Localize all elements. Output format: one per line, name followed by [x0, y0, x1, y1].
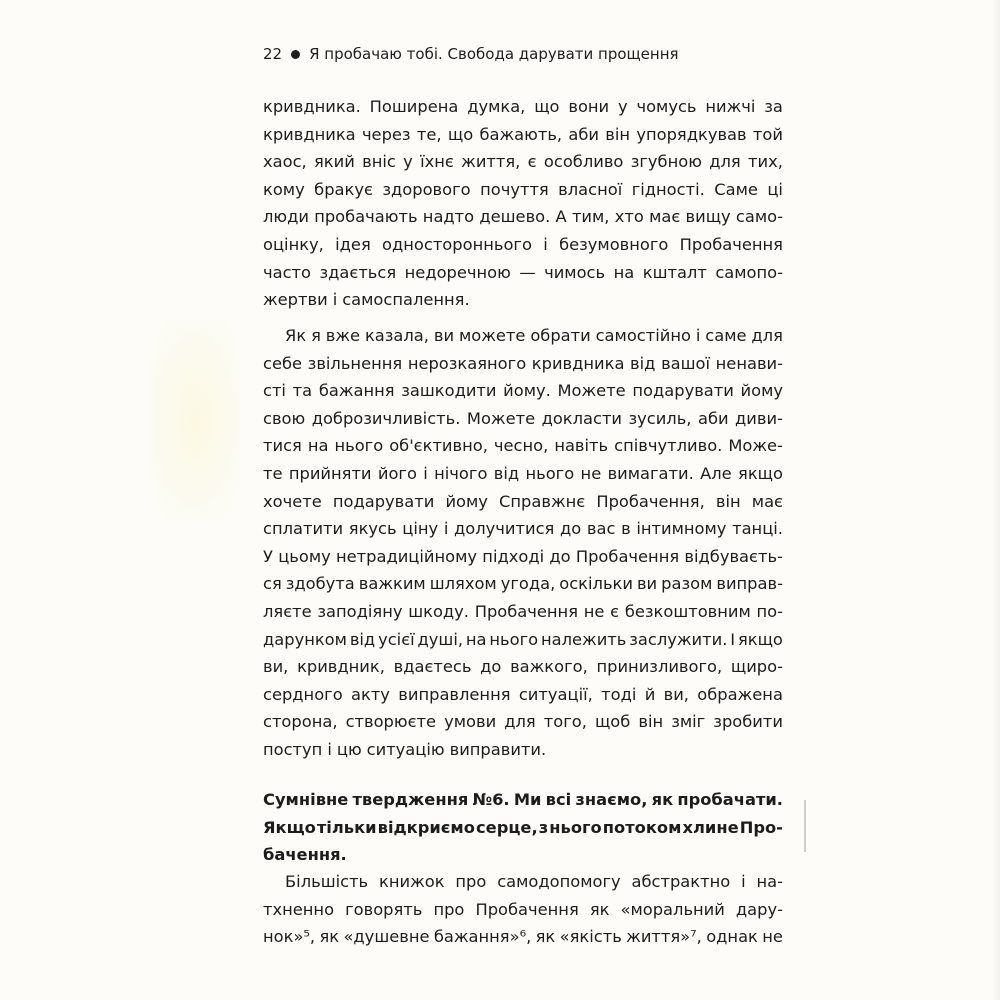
text-line — [263, 653, 783, 681]
word: поступ — [263, 739, 323, 759]
word: від — [349, 629, 376, 649]
word: що — [447, 124, 474, 144]
word: Саме — [714, 179, 758, 199]
word: ви, — [263, 657, 289, 677]
word: танці. — [732, 519, 783, 539]
word: йому. — [503, 381, 551, 401]
word: той — [752, 124, 783, 144]
word: докласти — [541, 408, 623, 428]
word: нок»⁵, — [263, 927, 316, 947]
word: бажання — [318, 381, 395, 401]
text-line — [263, 681, 783, 709]
word: всі — [545, 790, 572, 809]
word: само- — [735, 207, 783, 227]
word: і — [332, 290, 338, 310]
paragraph-2 — [263, 322, 783, 764]
text-line — [263, 488, 783, 516]
text-line — [263, 626, 783, 654]
word: і — [741, 872, 746, 891]
word: думка, — [467, 97, 526, 116]
text-line — [263, 570, 783, 598]
word: не — [583, 601, 605, 621]
word: гідності. — [631, 179, 705, 199]
text-line — [263, 322, 783, 350]
word: нерозкаяного — [407, 353, 527, 373]
word: є — [610, 601, 620, 621]
word: жертви — [263, 290, 328, 310]
word: самостійно — [595, 326, 691, 345]
text-line — [263, 259, 783, 287]
word: і — [327, 739, 332, 759]
word: про — [433, 899, 465, 919]
text-line — [263, 923, 783, 951]
text-line — [263, 896, 783, 924]
word: акту — [351, 684, 390, 704]
word: як — [651, 790, 674, 809]
word: як — [535, 927, 556, 947]
word: сті — [263, 381, 286, 401]
word: ся — [263, 574, 282, 594]
word: з — [538, 817, 549, 837]
word: хочете — [263, 491, 322, 511]
word: здається — [319, 262, 397, 282]
word: тхненно — [263, 899, 335, 919]
word: від — [493, 463, 520, 483]
word: нічого — [434, 463, 488, 483]
word: «душевне — [343, 927, 430, 947]
word: до — [560, 519, 582, 539]
word: ляєте — [263, 601, 312, 621]
word: чесно, — [493, 436, 549, 456]
word: того, — [543, 712, 587, 732]
word: зміг — [671, 712, 706, 732]
word: на- — [756, 872, 783, 891]
word: зробити — [713, 712, 783, 732]
text-line — [263, 377, 783, 405]
word: прийняти — [288, 463, 372, 483]
word: нетрадиційному — [336, 546, 478, 566]
word: себе — [263, 353, 303, 373]
word: Пробачення — [575, 546, 680, 566]
word: тим, — [571, 207, 610, 227]
word: ці — [767, 179, 783, 199]
word: щиро- — [730, 657, 783, 677]
word: якщо — [738, 463, 783, 483]
word: подарувати — [632, 381, 734, 401]
word: бачення. — [263, 845, 347, 865]
word: умови — [444, 712, 497, 732]
word: вимагати. — [607, 463, 694, 483]
word: він — [715, 491, 741, 511]
word: Справжнє — [499, 491, 586, 511]
word: інтимному — [636, 519, 727, 539]
word: через — [361, 124, 411, 144]
word: зусиль, — [628, 408, 692, 428]
word: У — [263, 546, 273, 566]
text-line — [263, 515, 783, 543]
text-line — [263, 203, 783, 231]
word: Пробачення — [475, 899, 579, 919]
word: йому — [445, 491, 488, 511]
word: належить — [541, 629, 627, 649]
word: вони — [568, 97, 610, 116]
word: заслужити. — [629, 629, 728, 649]
text-line — [263, 286, 783, 314]
word: його — [377, 463, 417, 483]
word: шляхом — [429, 574, 497, 594]
word: й — [644, 684, 656, 704]
running-header — [263, 45, 679, 63]
word: по- — [756, 601, 783, 621]
word: у — [617, 97, 628, 116]
text-line — [263, 432, 783, 460]
word: в — [621, 519, 631, 539]
word: Пробачення — [679, 234, 783, 254]
word: відкриємо — [377, 817, 475, 837]
word: за — [764, 97, 783, 116]
text-line — [263, 176, 783, 204]
word: я — [311, 326, 321, 345]
word: якщо — [737, 629, 783, 649]
word: відбуваєть- — [684, 546, 783, 566]
word: кому — [263, 179, 305, 199]
word: хаос, — [263, 152, 307, 172]
word: кривдника — [263, 124, 356, 144]
word: ненави- — [715, 353, 783, 373]
word: вищу — [685, 207, 731, 227]
word: те — [263, 463, 283, 483]
word: здорового — [382, 179, 471, 199]
section-heading — [263, 786, 783, 869]
word: абстрактно — [631, 872, 731, 891]
word: недоречною — [404, 262, 511, 282]
word: нього — [489, 629, 539, 649]
text-line — [263, 231, 783, 259]
text-line — [263, 736, 783, 764]
word: усієї — [378, 629, 415, 649]
text-line — [263, 708, 783, 736]
word: І — [730, 629, 736, 649]
word: власної — [558, 179, 623, 199]
word: серце, — [476, 817, 538, 837]
word: №6. — [472, 790, 510, 809]
word: на — [307, 436, 329, 456]
word: сердного — [263, 684, 343, 704]
word: йому — [740, 381, 783, 401]
word: нього — [549, 817, 602, 837]
word: люди — [263, 207, 309, 227]
word: почуття — [480, 179, 549, 199]
word: здобута — [285, 574, 355, 594]
text-line — [263, 598, 783, 626]
word: Можете — [557, 381, 626, 401]
word: як — [319, 927, 340, 947]
word: дару- — [735, 899, 783, 919]
word: виправлення — [398, 684, 511, 704]
text-line — [263, 814, 783, 842]
word: одностороннього — [382, 234, 532, 254]
text-line — [263, 841, 783, 869]
word: Якщо — [263, 817, 316, 837]
word: звільнення — [307, 353, 403, 373]
word: вже — [325, 326, 361, 345]
word: однак — [706, 927, 758, 947]
word: кривдник, — [297, 657, 385, 677]
pencil-mark — [804, 800, 806, 852]
word: часто — [263, 262, 311, 282]
word: безкоштовним — [624, 601, 751, 621]
word: Пробачення — [474, 601, 578, 621]
word: тоді — [601, 684, 637, 704]
text-line — [263, 460, 783, 488]
word: та — [292, 381, 313, 401]
word: співчутливо. — [614, 436, 723, 456]
word: хлине — [682, 817, 739, 837]
word: книжок — [379, 872, 445, 891]
word: не — [762, 927, 783, 947]
word: нього — [525, 463, 575, 483]
word: Більшість — [285, 872, 369, 891]
word: саме — [705, 326, 747, 345]
word: казала, — [364, 326, 429, 345]
word: підході — [482, 546, 545, 566]
word: Може- — [728, 436, 783, 456]
word: чомусь — [636, 97, 697, 116]
word: як — [589, 899, 610, 919]
word: твердження — [352, 790, 469, 809]
word: пробачають — [314, 207, 418, 227]
word: потоком — [602, 817, 682, 837]
word: вдаєтесь — [393, 657, 472, 677]
word: самодопомогу — [497, 872, 621, 891]
word: шкоду. — [408, 601, 469, 621]
word: угода, — [500, 574, 556, 594]
word: кривдника — [531, 353, 625, 373]
word: аби — [697, 408, 729, 428]
word: самоспалення. — [342, 290, 470, 310]
word: має — [751, 491, 783, 511]
word: для — [709, 152, 741, 172]
word: упорядкував — [636, 124, 747, 144]
word: щоб — [594, 712, 631, 732]
word: тися — [263, 436, 302, 456]
word: зашкодити — [401, 381, 497, 401]
word: диви- — [735, 408, 783, 428]
word: чимось — [544, 262, 606, 282]
word: до — [480, 657, 502, 677]
text-line — [263, 543, 783, 571]
word: важкого, — [510, 657, 588, 677]
word: ви — [433, 326, 455, 345]
word: — — [519, 262, 536, 282]
text-line — [263, 350, 783, 378]
word: вашої — [661, 353, 711, 373]
text-line — [263, 405, 783, 433]
word: про — [455, 872, 487, 891]
word: життя»⁷, — [626, 927, 702, 947]
word: у — [403, 152, 413, 172]
word: навіть — [554, 436, 609, 456]
word: і — [695, 326, 701, 345]
page-number: 22 — [263, 45, 283, 63]
text-line — [263, 148, 783, 176]
word: Але — [700, 463, 732, 483]
word: знаємо, — [575, 790, 648, 809]
word: доброзичливість. — [311, 408, 461, 428]
word: сторона, — [263, 712, 338, 732]
paragraph-1 — [263, 93, 783, 314]
word: об'єктивно, — [389, 436, 488, 456]
word: ви — [636, 574, 658, 594]
word: ображена — [697, 684, 783, 704]
word: Ми — [513, 790, 542, 809]
word: вніс — [362, 152, 396, 172]
word: цьому — [278, 546, 331, 566]
word: Поширена — [369, 97, 459, 116]
word: «моральний — [620, 899, 725, 919]
word: разом — [661, 574, 713, 594]
word: заподіяну — [317, 601, 403, 621]
word: безумовного — [559, 234, 669, 254]
word: душі, — [417, 629, 464, 649]
word: дешево. — [479, 207, 551, 227]
text-line — [263, 786, 783, 814]
paragraph-3 — [263, 868, 783, 951]
word: ідея — [335, 234, 371, 254]
page-edge-shadow — [992, 0, 1000, 1000]
word: оскільки — [559, 574, 633, 594]
word: для — [751, 326, 783, 345]
word: ситуації, — [518, 684, 593, 704]
word: якусь — [348, 519, 397, 539]
word: на — [465, 629, 487, 649]
word: оцінку, — [263, 234, 324, 254]
word: тих, — [748, 152, 783, 172]
word: виправ- — [716, 574, 783, 594]
word: не — [580, 463, 602, 483]
word: і — [443, 519, 449, 539]
word: хто — [614, 207, 644, 227]
word: ситуацію — [366, 739, 445, 759]
paper-highlight — [150, 320, 240, 520]
word: свою — [263, 408, 306, 428]
word: від — [630, 353, 656, 373]
word: до — [549, 546, 571, 566]
word: створюєте — [345, 712, 437, 732]
text-line — [263, 93, 783, 121]
word: і — [543, 234, 548, 254]
word: говорять — [345, 899, 423, 919]
word: Як — [285, 326, 307, 345]
word: на — [613, 262, 635, 282]
word: нього — [334, 436, 384, 456]
word: він — [638, 712, 664, 732]
word: нижчі — [705, 97, 756, 116]
word: ціну — [402, 519, 439, 539]
word: який — [314, 152, 355, 172]
word: подарувати — [332, 491, 435, 511]
word: виправити. — [449, 739, 547, 759]
word: принизливого, — [596, 657, 723, 677]
word: згубною — [630, 152, 702, 172]
word: їхнє — [420, 152, 454, 172]
word: що — [534, 97, 560, 116]
word: можете — [458, 326, 526, 345]
word: бажають, — [479, 124, 563, 144]
word: цю — [336, 739, 362, 759]
word: те, — [416, 124, 442, 144]
word: аби — [568, 124, 599, 144]
bullet-icon — [291, 50, 300, 59]
running-title: Я пробачаю тобі. Свобода дарувати прощення — [309, 45, 679, 63]
word: і — [423, 463, 428, 483]
word: має — [649, 207, 681, 227]
word: він — [605, 124, 631, 144]
word: сплатити — [263, 519, 344, 539]
word: «якість — [559, 927, 622, 947]
word: самопо- — [715, 262, 783, 282]
text-line — [263, 121, 783, 149]
word: вас — [586, 519, 616, 539]
word: бракує — [314, 179, 373, 199]
word: ви, — [663, 684, 689, 704]
word: є — [527, 152, 537, 172]
word: бажання»⁶, — [433, 927, 532, 947]
word: кривдника. — [263, 97, 361, 116]
word: Можете — [466, 408, 536, 428]
text-line — [263, 868, 783, 896]
word: важким — [358, 574, 426, 594]
word: надто — [422, 207, 475, 227]
word: кшталт — [642, 262, 707, 282]
word: життя, — [461, 152, 521, 172]
word: Сумнівне — [263, 790, 349, 809]
word: для — [504, 712, 536, 732]
word: тільки — [316, 817, 377, 837]
word: дарунком — [263, 629, 347, 649]
word: А — [555, 207, 567, 227]
word: пробачати. — [677, 790, 783, 809]
word: Пробачення, — [596, 491, 705, 511]
word: долучитися — [454, 519, 555, 539]
word: обрати — [530, 326, 591, 345]
word: Про- — [739, 817, 783, 837]
word: особливо — [543, 152, 624, 172]
